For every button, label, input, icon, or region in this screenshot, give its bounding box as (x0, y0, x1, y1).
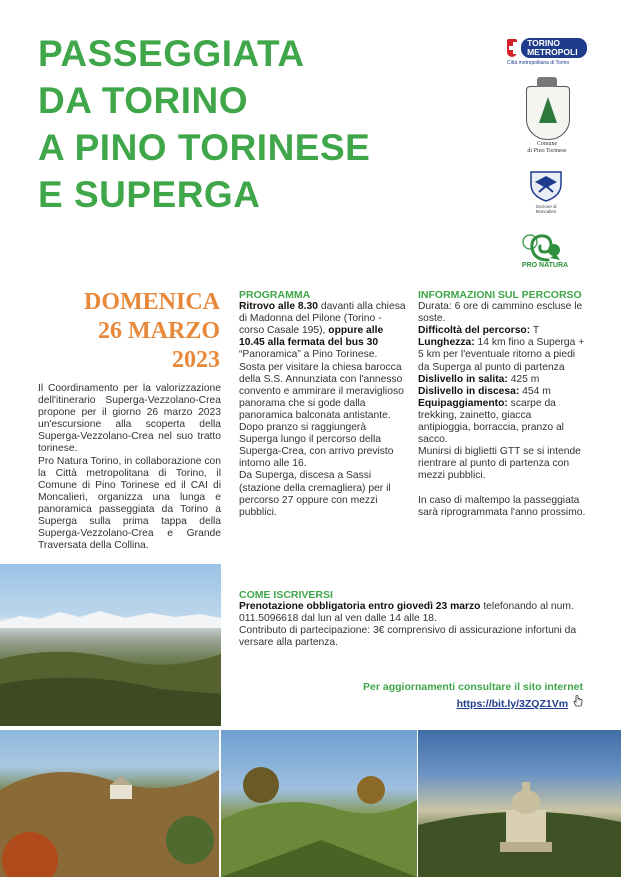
title-line-1: PASSEGGIATA (38, 33, 305, 74)
info-salita (418, 374, 586, 386)
info-discesa (418, 386, 586, 398)
ritrovo-text: davanti alla chiesa di Madonna del Pilone (Torino - corso Casale 195), (239, 301, 406, 337)
info-maltempo: In caso di maltempo la passeggiata sarà riprogrammata l'anno prossimo. (418, 494, 586, 518)
title-line-3: A PINO TORINESE (38, 127, 371, 168)
info-equipaggiamento (418, 398, 586, 446)
prenotazione-bold: Prenotazione obbligatoria entro giovedì 23 marzo (239, 601, 481, 613)
title-line-2: DA TORINO (38, 80, 249, 121)
sezione-caption-line-1: Sezione di (535, 204, 557, 209)
programma-section (239, 289, 406, 519)
iscrizioni-paragraph-2: Contributo di partecipazione: 3€ comprensivo di assicurazione infortuni da versare alla partenza. (239, 625, 577, 649)
difficolta-label: Difficoltà del percorso: (418, 325, 531, 337)
programma-paragraph-3: Dopo pranzo si raggiungerà Superga lungo il percorso della Superga-Crea, con arrivo previsto intorno alle 16. (239, 422, 394, 470)
comune-caption-line-1: Comune (536, 141, 558, 147)
programma-paragraph-4: Da Superga, discesa a Sassi (stazione della cremagliera) per il percorso 27 oppure con mezzi pubblici. (239, 470, 391, 518)
iscrizioni-section (239, 589, 594, 649)
comune-caption-line-2: di Pino Torinese (527, 148, 567, 154)
pino-torinese-crest-icon (526, 86, 570, 140)
equipaggiamento-label: Equipaggiamento: (418, 397, 508, 409)
prenotazione-text: telefonando al num. 011.5096618 dal lun al ven dalle 14 alle 18. (239, 601, 574, 625)
programma-paragraph-1 (239, 301, 406, 361)
poster-title (38, 30, 458, 218)
sezione-caption (522, 204, 570, 214)
metropoli-name: TORINO METROPOLI (521, 38, 587, 58)
oppure-text: “Panoramica” a Pino Torinese. (239, 349, 378, 361)
difficolta-value: T (530, 325, 540, 337)
comune-caption (516, 141, 578, 155)
updates-text: Per aggiornamenti consultare il sito internet (363, 681, 583, 693)
metropoli-subtitle: Città metropolitana di Torino (507, 60, 570, 66)
sezione-caption-line-2: Moncalieri (535, 209, 557, 214)
programma-paragraph-2: Sosta per visitare la chiesa barocca della S.S. Annunziata con l'annesso convento e ammirare il meraviglioso panorama che si gode dalla panoramica balconata antistante. (239, 361, 404, 421)
equipaggiamento-value: scarpe da trekking, zainetto, giacca antipioggia, borraccia, pranzo al sacco. (418, 397, 564, 446)
iscrizioni-paragraph-1 (239, 601, 594, 625)
salita-value: 425 m (507, 373, 540, 385)
oppure-bold: oppure alle 10.45 alla fermata del bus 30 (239, 325, 384, 349)
info-section (418, 289, 586, 519)
intro-paragraph-2: Pro Natura Torino, in collaborazione con la Città metropolitana di Torino, il Comune di Pino Torinese ed il CAI di Moncalieri, organizza una lunga e panoramica passeggiata da Torino a Superga sulla prima tappa della Superga-Vezzolano-Crea e Grande Traversata della Collina. (38, 455, 221, 552)
lunghezza-value: 14 km fino a Superga + 5 km per l'eventuale ritorno a piedi da Superga al punto di partenza (418, 337, 585, 373)
salita-label: Dislivello in salita: (418, 373, 508, 385)
photo-turin-panorama (0, 564, 221, 726)
intro-text (38, 383, 221, 552)
info-lunghezza (418, 337, 586, 373)
pro-natura-caption: PRO NATURA (521, 262, 569, 269)
intro-paragraph-1: Il Coordinamento per la valorizzazione dell'itinerario Superga-Vezzolano-Crea propone per il giorno 26 marzo 2023 un'escursione alla scoperta della Superga-Vezzolano-Crea nel suo tratto torinese. (38, 383, 221, 455)
ritrovo-bold: Ritrovo alle 8.30 (239, 301, 318, 313)
event-day: DOMENICA (84, 289, 220, 315)
discesa-value: 454 m (519, 385, 551, 397)
event-year: 2023 (172, 347, 220, 373)
programma-heading: PROGRAMMA (239, 289, 311, 301)
pointer-hand-icon (573, 695, 583, 707)
iscrizioni-heading: COME ISCRIVERSI (239, 589, 333, 601)
cai-moncalieri-shield-icon (527, 168, 565, 202)
website-link[interactable]: https://bit.ly/3ZQZ1Vm (456, 698, 569, 710)
photo-superga-basilica (418, 730, 621, 877)
info-difficolta (418, 325, 586, 337)
event-date (40, 288, 220, 375)
info-gtt: Munirsi di biglietti GTT se si intende rientrare al punto di partenza con mezzi pubblici. (418, 446, 581, 482)
info-heading: INFORMAZIONI SUL PERCORSO (418, 289, 582, 301)
title-line-4: E SUPERGA (38, 174, 261, 215)
info-durata: Durata: 6 ore di cammino escluse le soste. (418, 301, 583, 325)
discesa-label: Dislivello in discesa: (418, 385, 520, 397)
savoy-cross-icon (507, 39, 517, 57)
torino-metropoli-logo (507, 38, 587, 74)
photo-hillside-basilica (0, 730, 219, 877)
lunghezza-label: Lunghezza: (418, 337, 475, 349)
updates-block (300, 680, 583, 712)
event-day-month: 26 MARZO (98, 318, 220, 344)
photo-hill-meadow (221, 730, 417, 877)
